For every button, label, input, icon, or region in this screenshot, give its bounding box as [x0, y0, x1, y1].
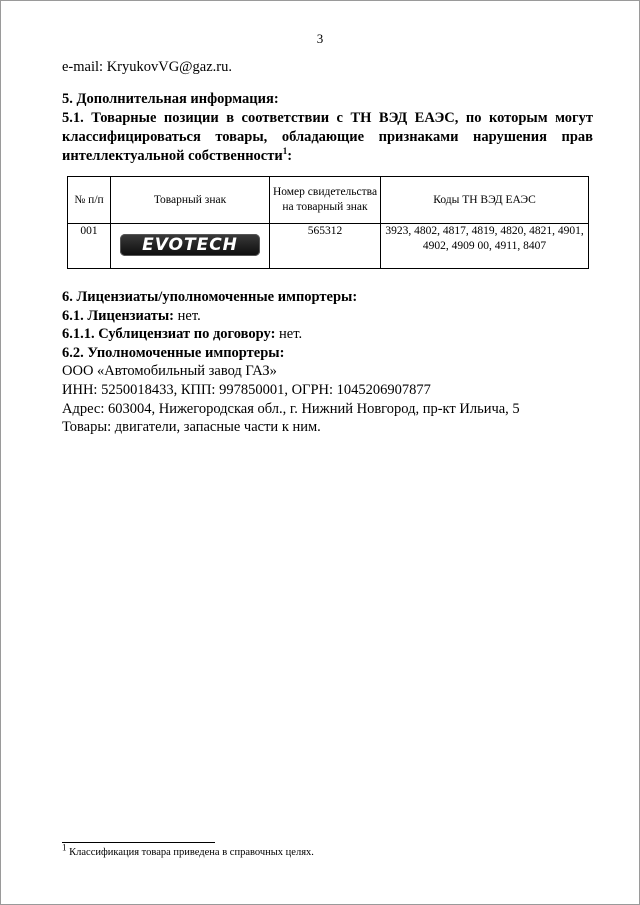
section-5-1-text: 5.1. Товарные позиции в соответствии с ТН ВЭД ЕАЭС, по которым могут классифицироваться товары, обладающие признаками нарушения прав интеллектуальной собственности [62, 110, 593, 164]
company-ids: ИНН: 5250018433, КПП: 997850001, ОГРН: 1045206907877 [62, 381, 431, 398]
section-5-1-colon: : [287, 148, 293, 164]
email-line: e-mail: KryukovVG@gaz.ru. [62, 59, 232, 75]
section-5-1-heading [62, 109, 593, 166]
header-number: № п/п [68, 177, 111, 224]
company-goods: Товары: двигатели, запасные части к ним. [62, 419, 321, 436]
sublicensee-label: 6.1.1. Сублицензиат по договору: [62, 326, 276, 343]
footnote-divider [62, 842, 215, 843]
footnote [62, 842, 314, 858]
licensees-label: 6.1. Лицензиаты: [62, 307, 175, 324]
footnote-text: Классификация товара приведена в справочных целях. [66, 847, 314, 858]
company-name: ООО «Автомобильный завод ГАЗ» [62, 363, 277, 380]
section-6-heading: 6. Лицензиаты/уполномоченные импортеры: [62, 289, 358, 305]
page-number: 3 [316, 31, 324, 46]
importers-heading: 6.2. Уполномоченные импортеры: [62, 344, 285, 361]
cell-number: 001 [68, 224, 111, 269]
footnote-ref: 1 [282, 146, 288, 157]
header-trademark: Товарный знак [111, 177, 270, 224]
cell-codes: 3923, 4802, 4817, 4819, 4820, 4821, 4901, 4902, 4909 00, 4911, 8407 [381, 224, 589, 269]
footnote-number: 1 [62, 842, 67, 853]
company-address: Адрес: 603004, Нижегородская обл., г. Нижний Новгород, пр-кт Ильича, 5 [62, 400, 520, 417]
sublicensee-line [62, 325, 593, 344]
table-row [68, 224, 589, 269]
evotech-logo: EVOTECH [120, 234, 260, 256]
sublicensee-value: нет. [275, 326, 303, 343]
header-certificate: Номер свидетельства на товарный знак [270, 177, 381, 224]
cell-certificate: 565312 [270, 224, 381, 269]
licensees-value: нет. [174, 307, 201, 324]
section-5 [62, 90, 593, 166]
table-header-row [68, 177, 589, 224]
customs-codes-table [67, 176, 589, 269]
header-codes: Коды ТН ВЭД ЕАЭС [381, 177, 589, 224]
cell-trademark [111, 224, 270, 269]
section-5-heading: 5. Дополнительная информация: [62, 91, 279, 107]
section-6 [62, 288, 593, 437]
licensees-line [62, 307, 593, 326]
